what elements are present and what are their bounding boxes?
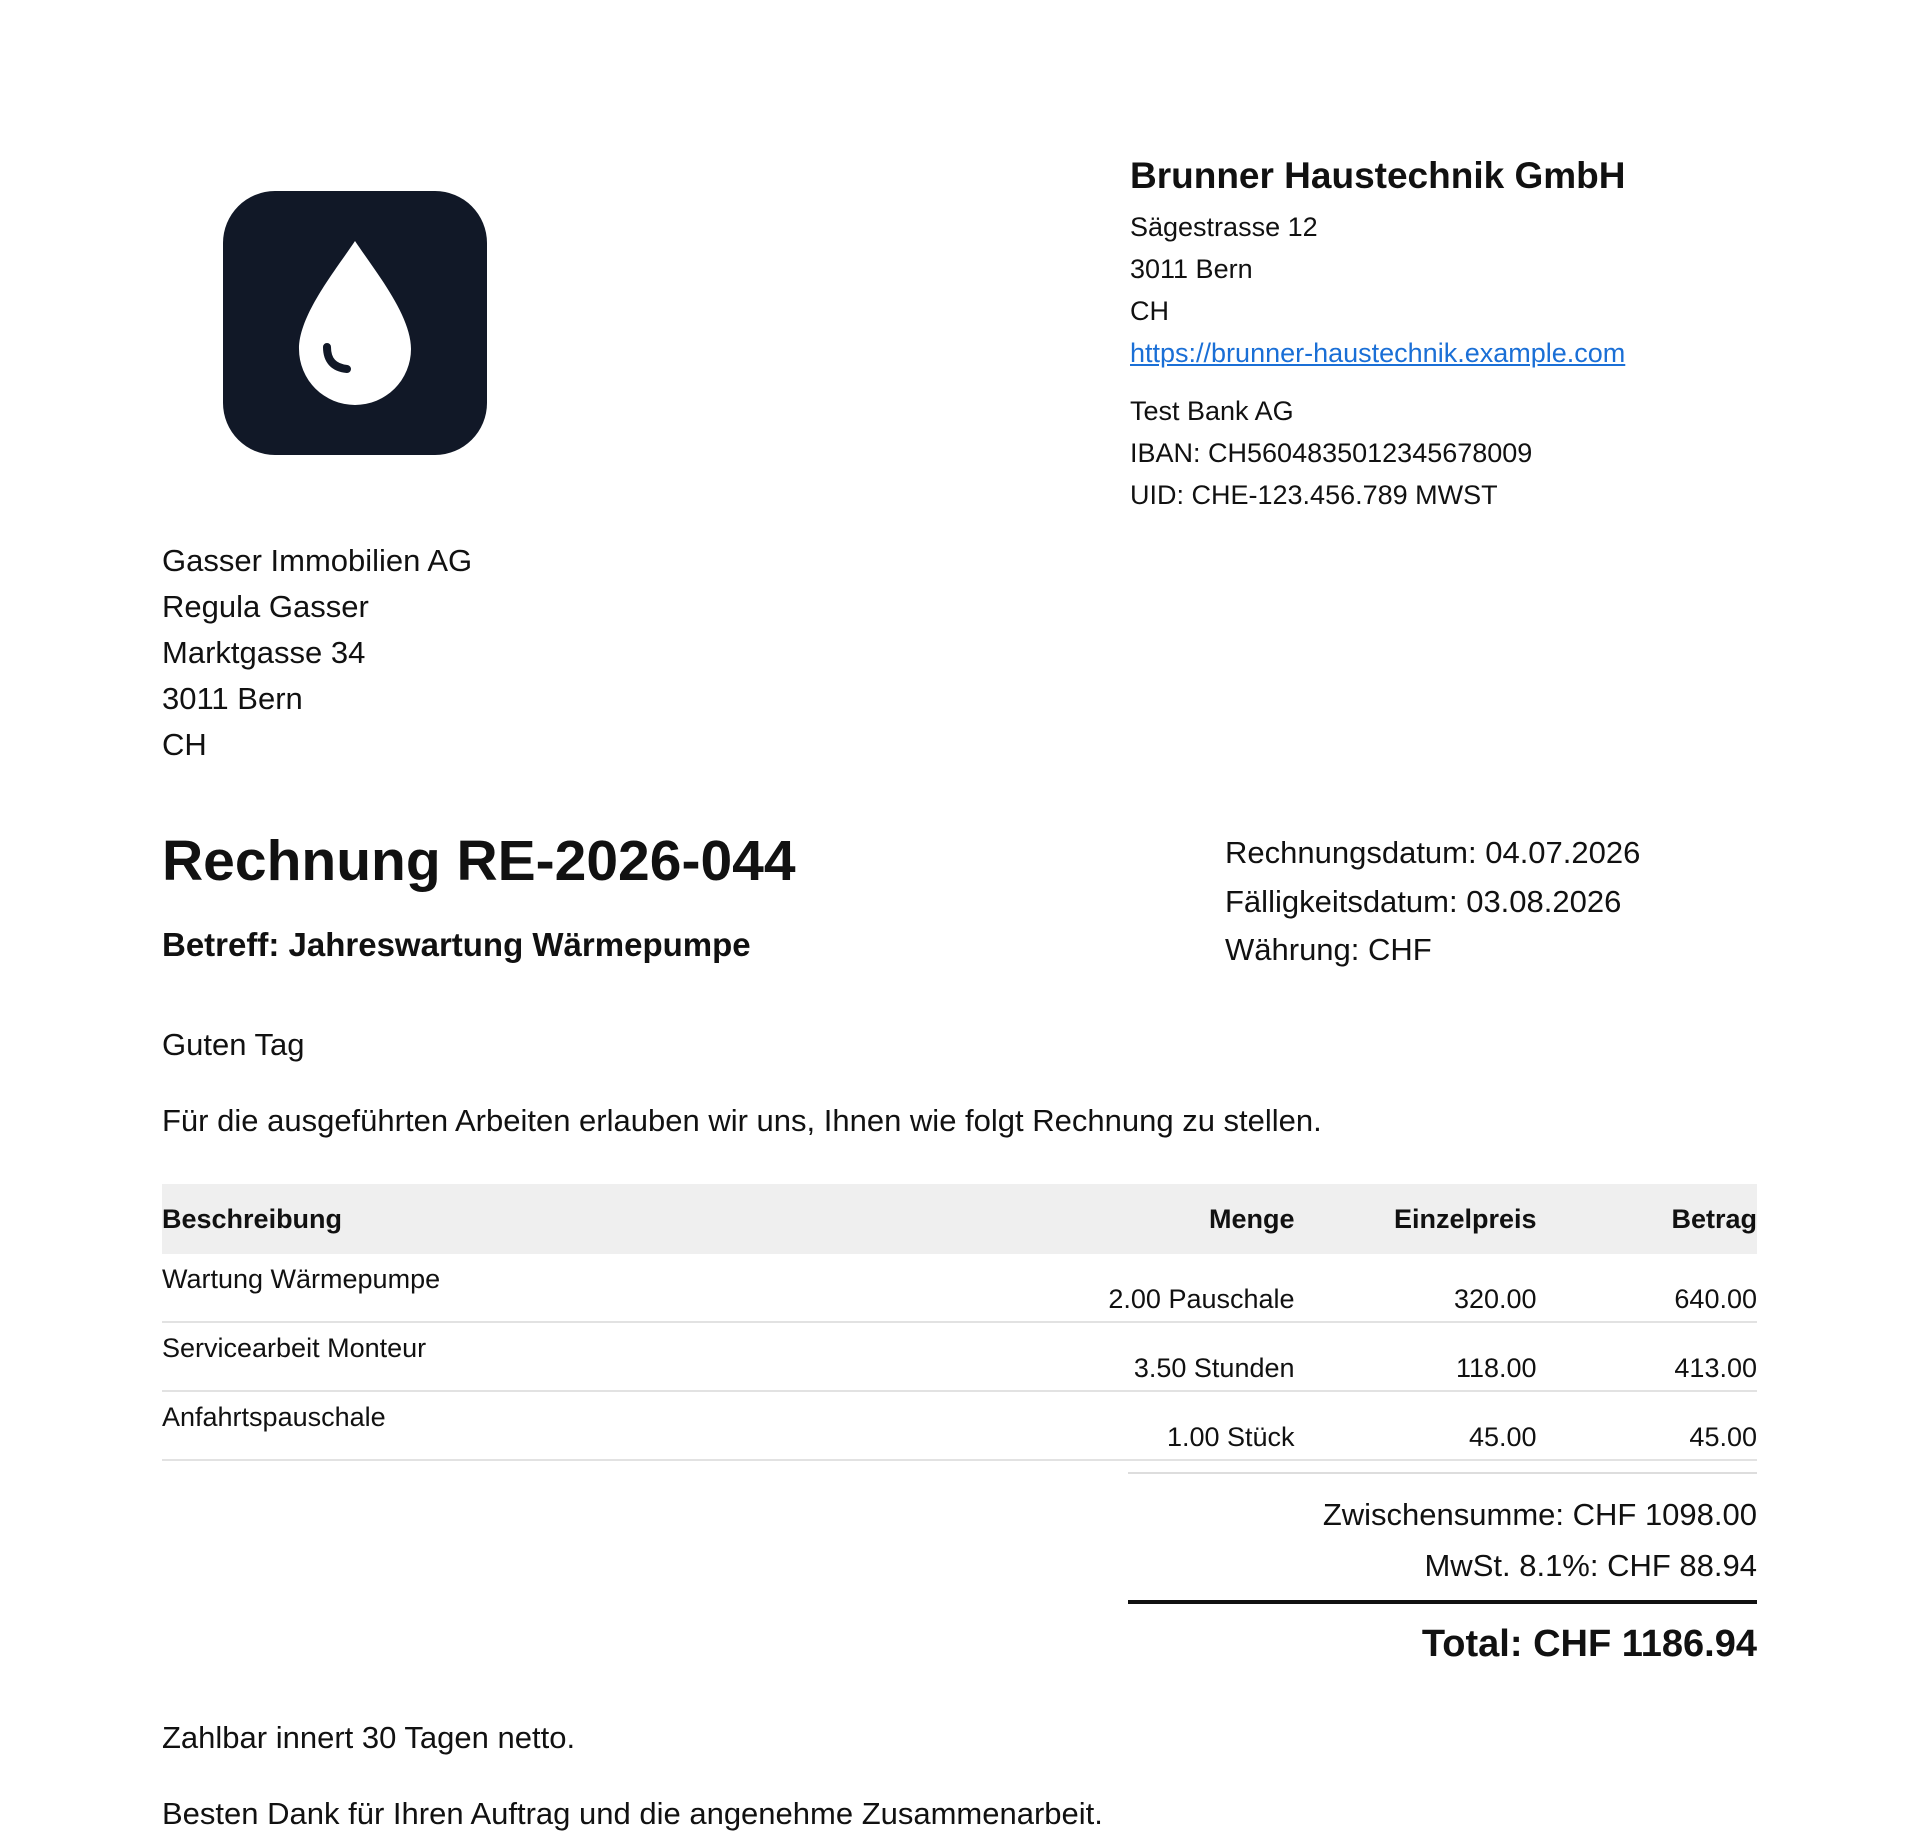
water-drop-icon [223,191,487,455]
invoice-subject: Betreff: Jahreswartung Wärmepumpe [162,926,751,963]
table-header-row [162,1184,1757,1254]
recipient-company: Gasser Immobilien AG [162,543,473,578]
invoice-date: Rechnungsdatum: 04.07.2026 [1225,835,1641,870]
header-amount: Betrag [1537,1184,1757,1254]
invoice-currency: Währung: CHF [1225,932,1432,967]
recipient-country: CH [162,727,207,762]
total-divider [1128,1600,1757,1604]
table-row [162,1254,1757,1322]
row-unit-price: 118.00 [1295,1322,1537,1391]
totals-divider [1128,1472,1757,1474]
bank-iban: IBAN: CH5604835012345678009 [1130,438,1533,468]
row-description: Wartung Wärmepumpe [162,1254,917,1322]
row-unit-price: 45.00 [1295,1391,1537,1460]
vat-uid: UID: CHE-123.456.789 MWST [1130,480,1498,510]
company-street: Sägestrasse 12 [1130,212,1318,242]
row-description: Servicearbeit Monteur [162,1322,917,1391]
row-amount: 45.00 [1537,1391,1757,1460]
company-city: 3011 Bern [1130,254,1253,284]
header-quantity: Menge [917,1184,1295,1254]
table-row [162,1391,1757,1460]
invoice-due-date: Fälligkeitsdatum: 03.08.2026 [1225,883,1622,919]
company-country: CH [1130,296,1169,326]
recipient-city: 3011 Bern [162,681,303,716]
sender-block [1130,152,1830,516]
recipient-street: Marktgasse 34 [162,635,366,670]
bank-name: Test Bank AG [1130,396,1294,426]
subtotal: Zwischensumme: CHF 1098.00 [1322,1497,1757,1532]
invoice-meta [1225,829,1845,975]
recipient-address [162,538,862,768]
table-row [162,1322,1757,1391]
header-description: Beschreibung [162,1184,917,1254]
row-quantity: 3.50 Stunden [917,1322,1295,1391]
payment-terms: Zahlbar innert 30 Tagen netto. [162,1720,576,1755]
line-items-table [162,1184,1757,1461]
row-amount: 640.00 [1537,1254,1757,1322]
vat-amount: MwSt. 8.1%: CHF 88.94 [1424,1548,1757,1583]
row-amount: 413.00 [1537,1322,1757,1391]
grand-total: Total: CHF 1186.94 [1421,1623,1757,1665]
company-website-link[interactable]: https://brunner-haustechnik.example.com [1130,338,1626,368]
row-quantity: 2.00 Pauschale [917,1254,1295,1322]
company-name: Brunner Haustechnik GmbH [1130,155,1626,196]
row-quantity: 1.00 Stück [917,1391,1295,1460]
intro-text: Für die ausgeführten Arbeiten erlauben wir uns, Ihnen wie folgt Rechnung zu stellen. [162,1103,1322,1138]
header-unit-price: Einzelpreis [1295,1184,1537,1254]
row-unit-price: 320.00 [1295,1254,1537,1322]
company-logo [223,191,487,455]
row-description: Anfahrtspauschale [162,1391,917,1460]
invoice-title: Rechnung RE-2026-044 [162,829,796,893]
recipient-person: Regula Gasser [162,589,369,624]
greeting: Guten Tag [162,1027,305,1062]
closing-thanks: Besten Dank für Ihren Auftrag und die angenehme Zusammenarbeit. [162,1796,1103,1831]
